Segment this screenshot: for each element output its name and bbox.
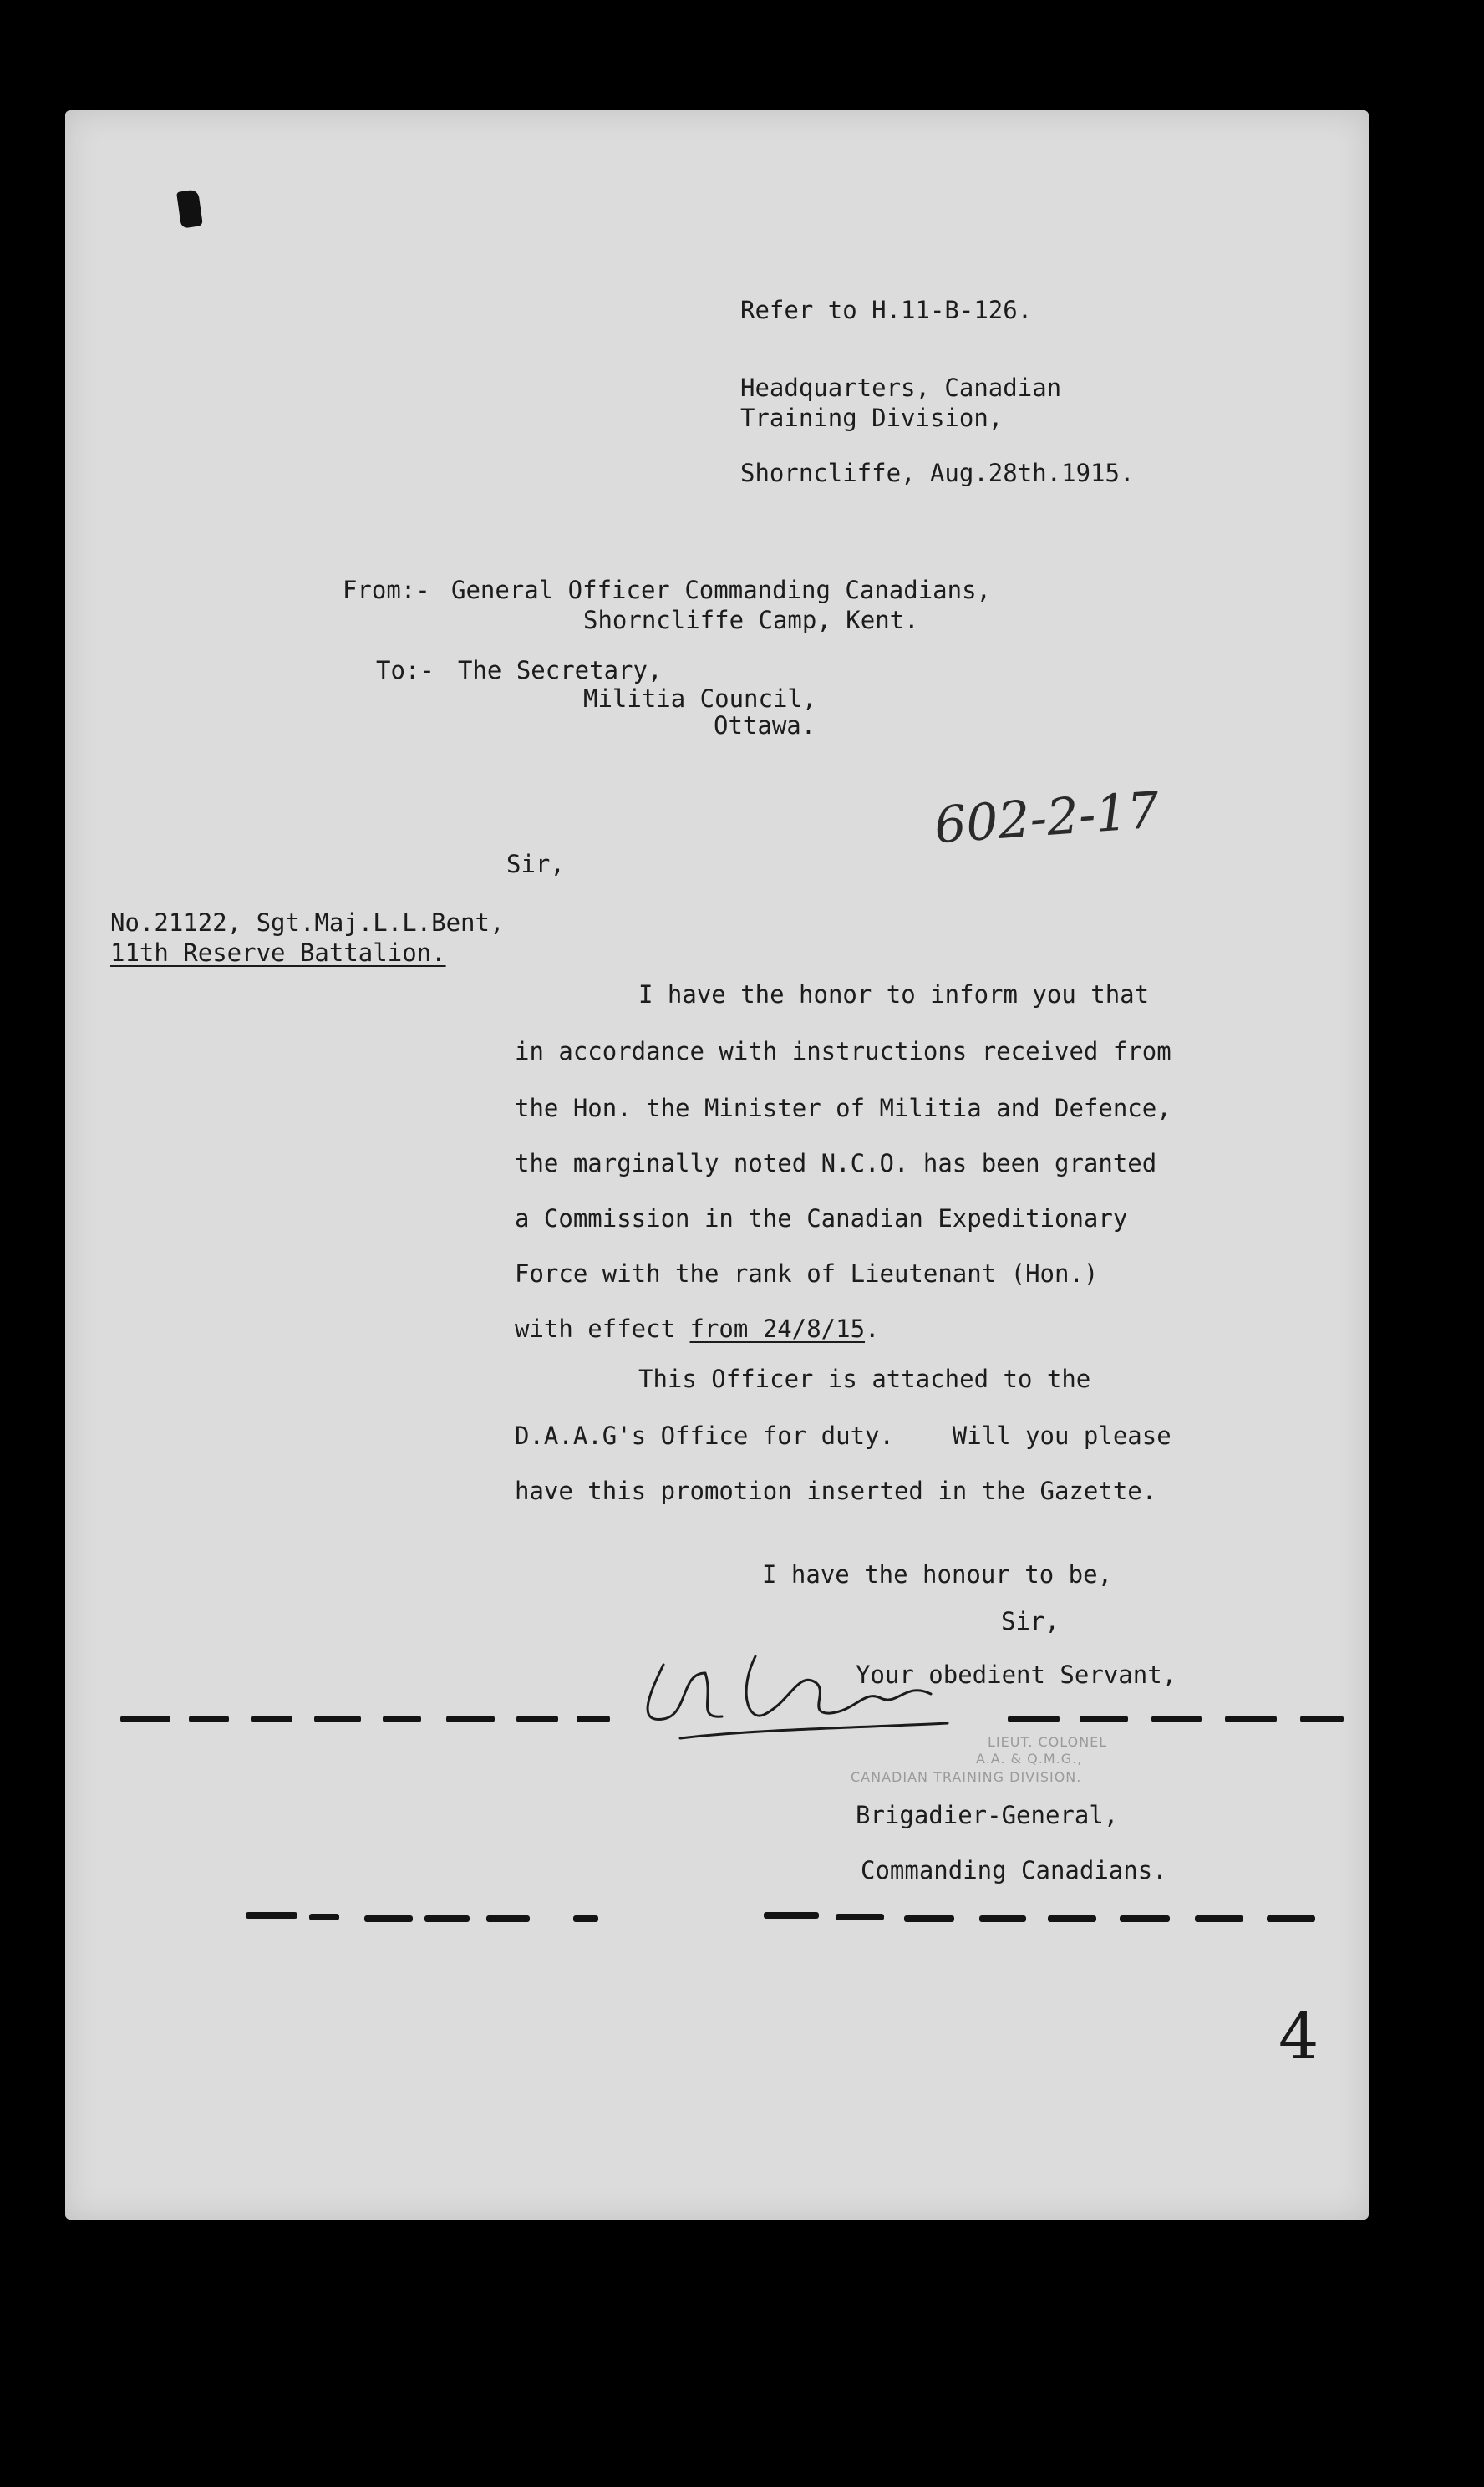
address-line-2: Training Division, bbox=[740, 404, 1004, 432]
signature bbox=[630, 1623, 981, 1748]
body-line-10: have this promotion inserted in the Gazette. bbox=[515, 1477, 1157, 1505]
body-line-5: a Commission in the Canadian Expeditionary bbox=[515, 1204, 1128, 1233]
signature-title: Commanding Canadians. bbox=[861, 1856, 1167, 1884]
stamp-line-2: A.A. & Q.M.G., bbox=[976, 1751, 1083, 1767]
body-line-7-end: . bbox=[865, 1315, 880, 1343]
body-line-8: This Officer is attached to the bbox=[638, 1365, 1091, 1393]
margin-note-line-1: No.21122, Sgt.Maj.L.L.Bent, bbox=[110, 908, 505, 937]
page-number: 4 bbox=[1278, 1999, 1319, 2073]
closing-line-1: I have the honour to be, bbox=[762, 1560, 1113, 1589]
to-line-3: Ottawa. bbox=[714, 711, 816, 740]
place-date: Shorncliffe, Aug.28th.1915. bbox=[740, 459, 1135, 487]
to-label: To:- bbox=[376, 656, 435, 684]
to-line-2: Militia Council, bbox=[583, 684, 817, 713]
reference-line: Refer to H.11-B-126. bbox=[740, 296, 1033, 324]
margin-note-line-2: 11th Reserve Battalion. bbox=[110, 938, 446, 967]
body-line-4: the marginally noted N.C.O. has been granted bbox=[515, 1149, 1157, 1177]
body-line-1: I have the honor to inform you that bbox=[638, 980, 1150, 1009]
to-line-1: The Secretary, bbox=[458, 656, 663, 684]
body-line-7-start: with effect bbox=[515, 1315, 690, 1343]
body-line-9: D.A.A.G's Office for duty. Will you please bbox=[515, 1422, 1171, 1450]
stamp-line-3: CANADIAN TRAINING DIVISION. bbox=[851, 1769, 1082, 1785]
from-label: From:- bbox=[343, 576, 430, 604]
body-line-2: in accordance with instructions received from bbox=[515, 1037, 1171, 1065]
body-line-3: the Hon. the Minister of Militia and Defence, bbox=[515, 1094, 1171, 1122]
from-line-1: General Officer Commanding Canadians, bbox=[451, 576, 992, 604]
from-line-2: Shorncliffe Camp, Kent. bbox=[583, 606, 919, 634]
signature-rank: Brigadier-General, bbox=[856, 1801, 1119, 1829]
ink-mark bbox=[176, 189, 203, 228]
body-line-7 bbox=[515, 1317, 880, 1341]
effective-date: from 24/8/15 bbox=[689, 1315, 866, 1343]
body-line-6: Force with the rank of Lieutenant (Hon.) bbox=[515, 1259, 1099, 1288]
file-number: 602-2-17 bbox=[932, 781, 1161, 856]
closing-line-3: Your obedient Servant, bbox=[856, 1661, 1177, 1689]
address-line-1: Headquarters, Canadian bbox=[740, 374, 1062, 402]
salutation: Sir, bbox=[506, 850, 565, 878]
stamp-line-1: LIEUT. COLONEL bbox=[988, 1734, 1108, 1750]
letter-page bbox=[65, 110, 1369, 2220]
closing-line-2: Sir, bbox=[1001, 1607, 1060, 1635]
